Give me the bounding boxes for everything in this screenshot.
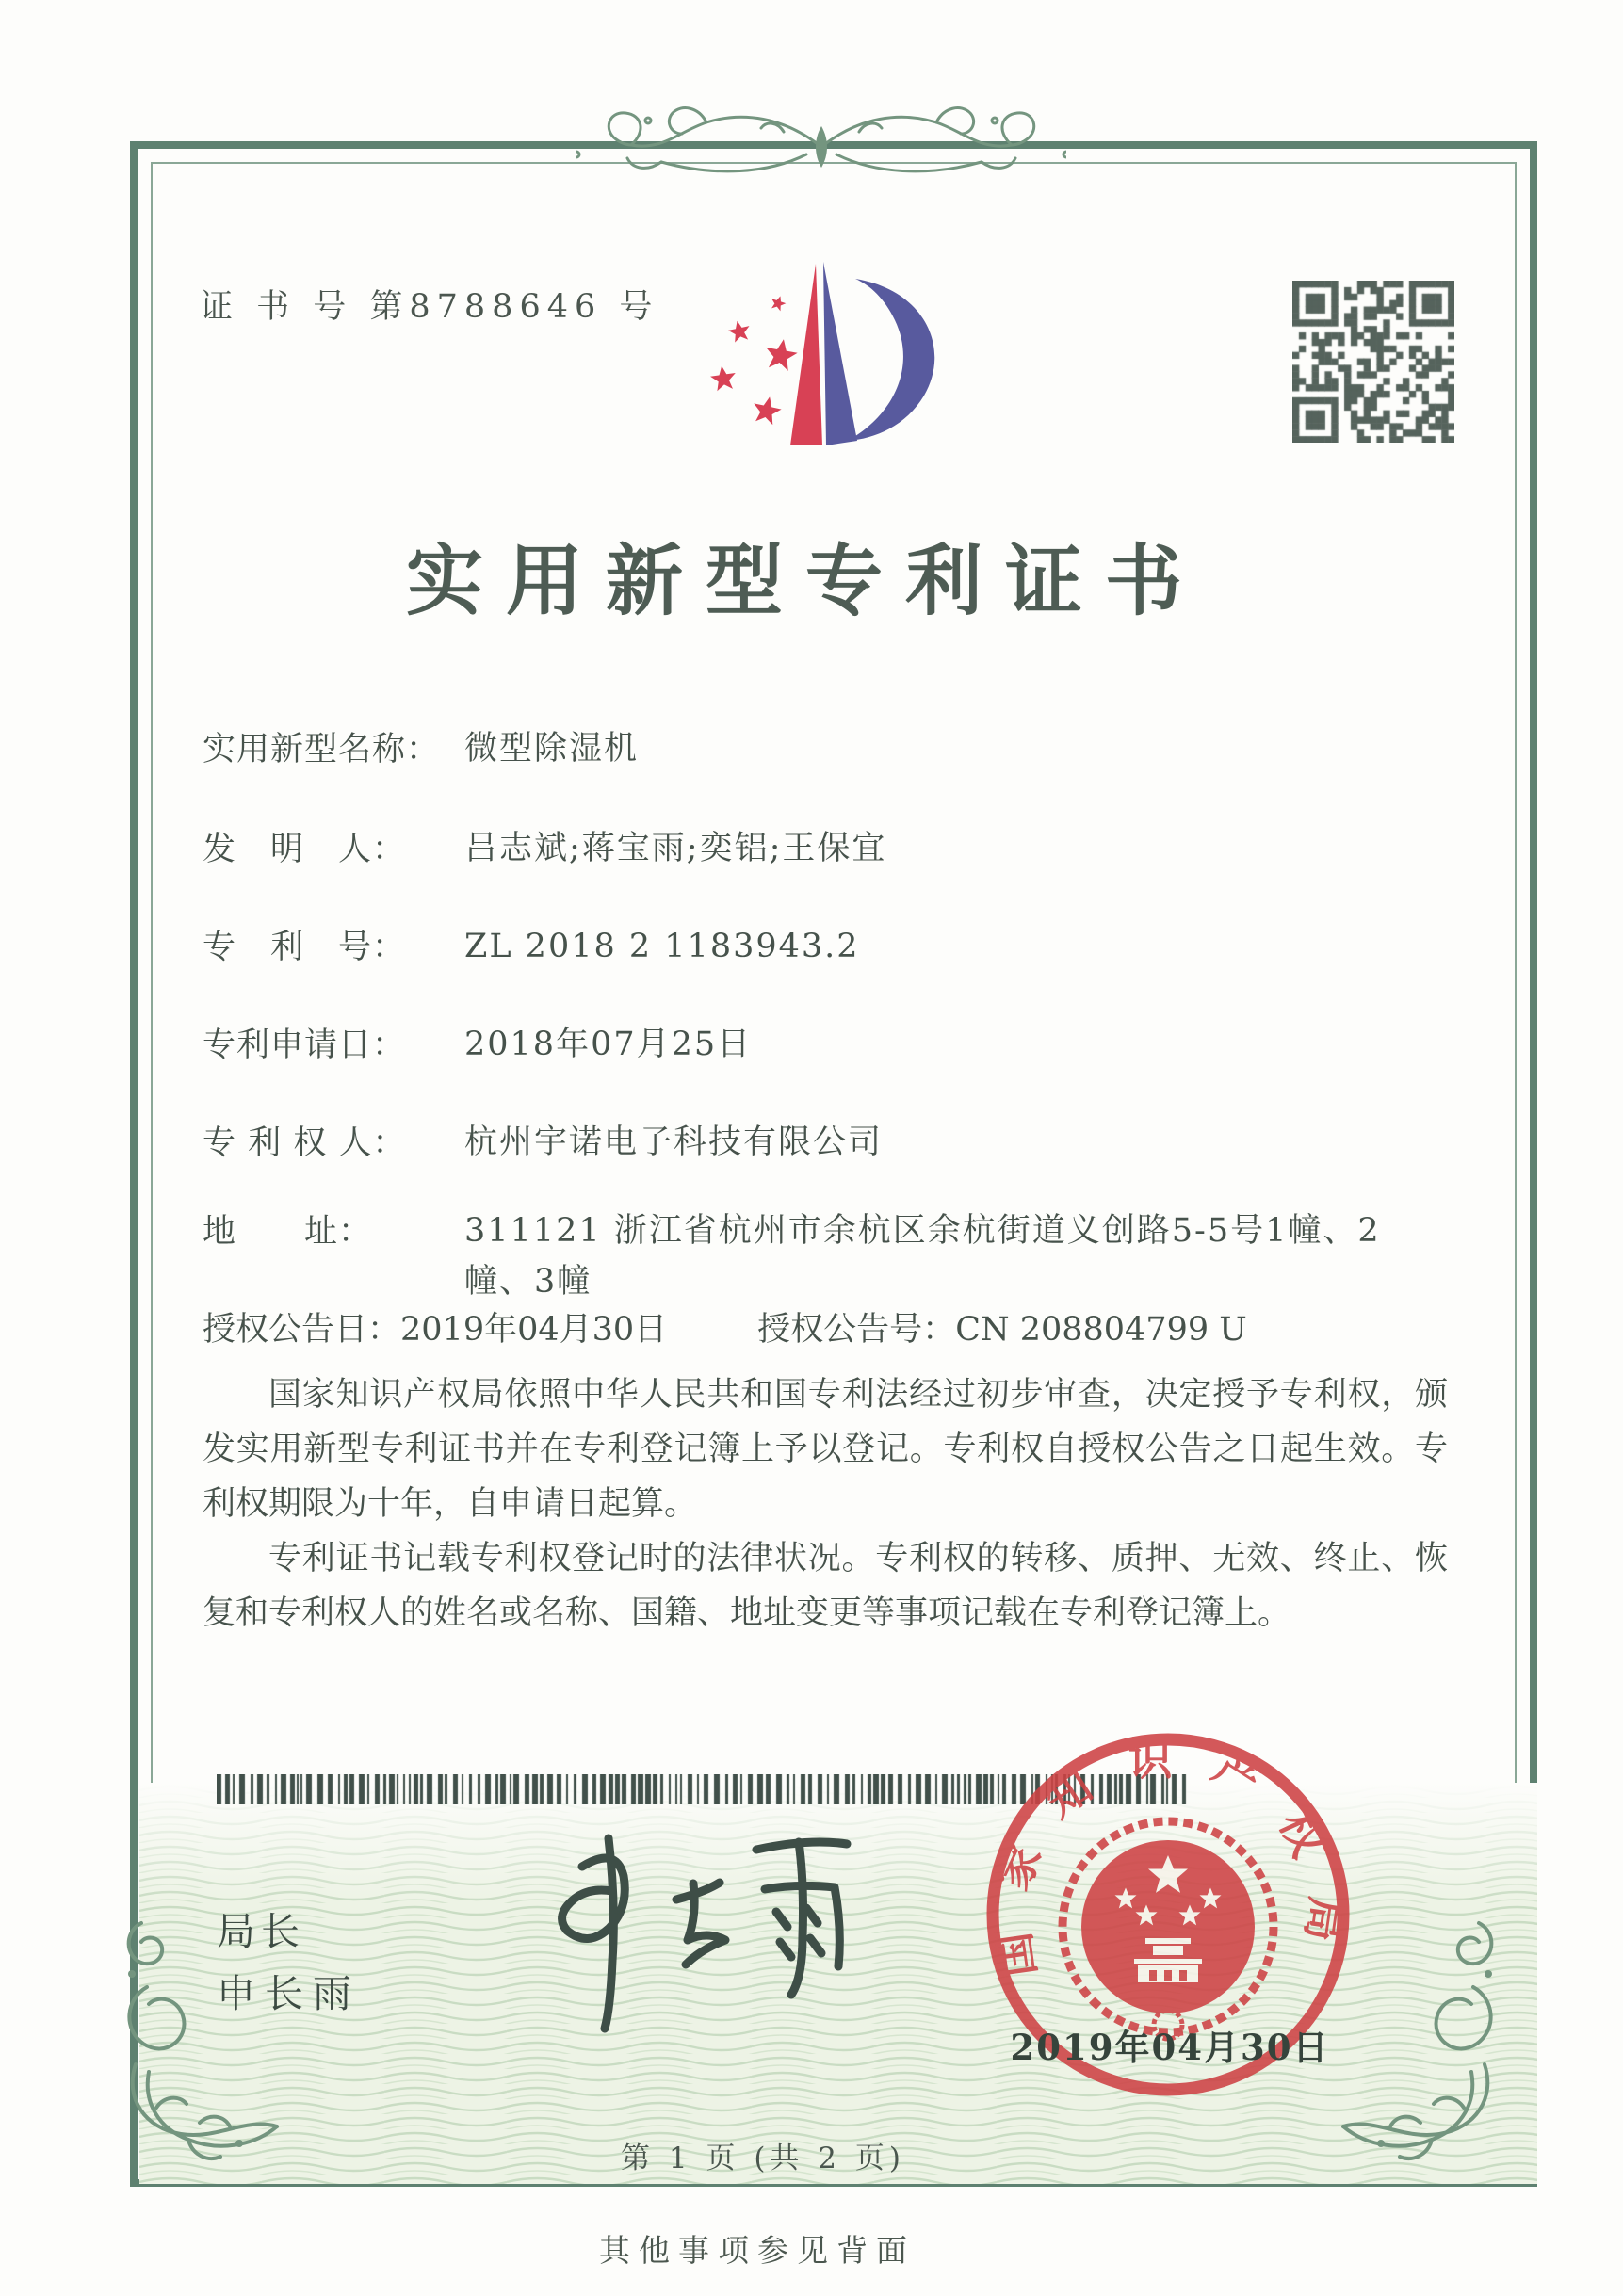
page-number: 第 1 页 (共 2 页) — [621, 2142, 905, 2175]
field-label: 专 利 权 人： — [203, 1124, 407, 1162]
field-row-grant — [203, 1303, 1521, 1350]
grant-date-group — [203, 1303, 667, 1350]
grant-number-value: CN 208804799 U — [955, 1311, 1247, 1349]
field-row-inventors — [203, 823, 1418, 874]
grant-number-group — [757, 1303, 1247, 1350]
cnipa-logo-icon — [697, 252, 951, 458]
field-value: 吕志斌;蒋宝雨;奕铝;王保宜 — [464, 830, 887, 867]
back-side-note: 其他事项参见背面 — [599, 2232, 916, 2269]
legal-paragraphs — [203, 1367, 1448, 1641]
field-row-patent-number — [203, 921, 1418, 972]
field-row-filing-date — [203, 1019, 1418, 1070]
field-label: 专 利 号： — [203, 929, 407, 966]
director-name: 申长雨 — [217, 1971, 361, 2016]
director-signature — [441, 1810, 855, 2060]
field-value: 311121 浙江省杭州市余杭区余杭街道义创路5-5号1幢、2幢、3幢 — [464, 1212, 1381, 1302]
field-row-address — [203, 1205, 1418, 1308]
field-value: 2018年07月25日 — [464, 1026, 753, 1063]
seal-arc-text: 国家知识产权局 — [982, 1734, 1354, 1981]
legal-paragraph-1: 国家知识产权局依照中华人民共和国专利法经过初步审查，决定授予专利权，颁发实用新型专利证书并在专利登记簿上予以登记。专利权自授权公告之日起生效。专利权期限为十年，自申请日起算。 — [203, 1376, 1448, 1523]
field-label: 发 明 人： — [203, 831, 407, 868]
qr-code — [1292, 281, 1454, 443]
grant-date-label: 授权公告日： — [203, 1311, 401, 1349]
field-label: 地 址： — [203, 1213, 373, 1251]
field-value: 杭州宇诺电子科技有限公司 — [464, 1124, 884, 1161]
grant-date-value: 2019年04月30日 — [400, 1311, 668, 1349]
dragon-flourish-ornament — [576, 98, 1066, 196]
certificate-number: 证 书 号 第8788646 号 — [200, 288, 659, 326]
field-value: ZL 2018 2 1183943.2 — [464, 928, 860, 965]
field-value: 微型除湿机 — [464, 730, 640, 768]
field-row-utility-model-name — [203, 723, 1418, 774]
director-title-label: 局长 — [217, 1909, 305, 1954]
legal-paragraph-2: 专利证书记载专利权登记时的法律状况。专利权的转移、质押、无效、终止、恢复和专利权人的姓名或名称、国籍、地址变更等事项记载在专利登记簿上。 — [203, 1540, 1448, 1632]
field-label: 实用新型名称： — [203, 731, 441, 768]
grant-number-label: 授权公告号： — [757, 1311, 956, 1349]
field-label: 专利申请日： — [203, 1027, 407, 1064]
certificate-title: 实用新型专利证书 — [405, 536, 1205, 626]
field-row-patentee — [203, 1117, 1418, 1168]
seal-date: 2019年04月30日 — [1010, 2027, 1330, 2068]
